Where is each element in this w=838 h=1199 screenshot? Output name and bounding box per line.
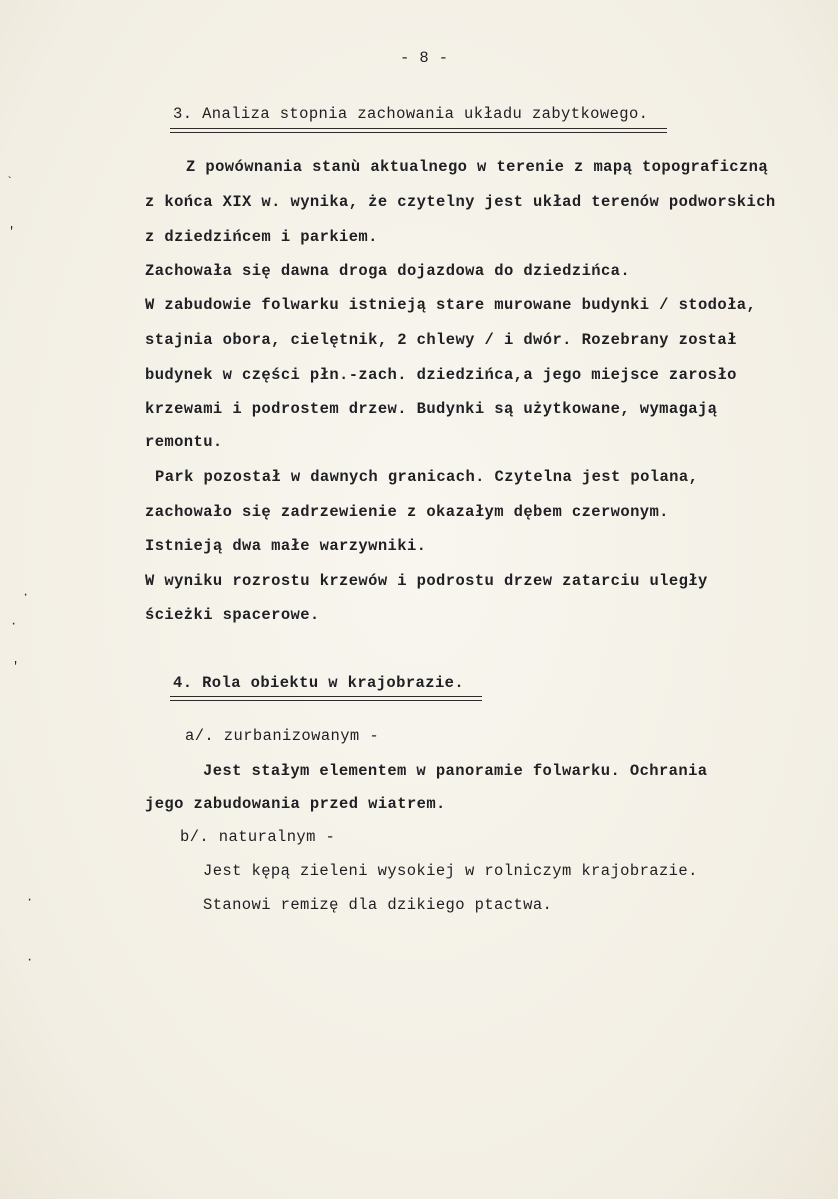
margin-speck: `	[6, 175, 14, 189]
paragraph-3-line-1: Park pozostał w dawnych granicach. Czytelna jest polana,	[155, 468, 699, 486]
paragraph-3-line-3: Istnieją dwa małe warzywniki.	[145, 537, 427, 555]
paragraph-1-line-2: z końca XIX w. wynika, że czytelny jest układ terenów podworskich	[145, 193, 776, 211]
section-3-heading-underline-2	[170, 132, 667, 133]
item-a-line-1: Jest stałym elementem w panoramie folwarku. Ochrania	[203, 762, 708, 780]
paragraph-3-line-4: W wyniku rozrostu krzewów i podrostu drzew zatarciu uległy	[145, 572, 708, 590]
paragraph-2-line-2: W zabudowie folwarku istnieją stare murowane budynki / stodoła,	[145, 296, 757, 314]
paragraph-2-line-5: krzewami i podrostem drzew. Budynki są użytkowane, wymagają	[145, 400, 718, 418]
item-b-line-2: Stanowi remizę dla dzikiego ptactwa.	[203, 896, 553, 914]
section-3-heading-underline	[170, 128, 667, 129]
margin-speck: ·	[26, 893, 34, 907]
paragraph-2-line-1: Zachowała się dawna droga dojazdowa do dziedzińca.	[145, 262, 631, 280]
item-b-line-1: Jest kępą zieleni wysokiej w rolniczym krajobrazie.	[203, 862, 698, 880]
item-a-line-2: jego zabudowania przed wiatrem.	[145, 795, 446, 813]
page-number: - 8 -	[400, 49, 449, 67]
margin-speck: ·	[10, 617, 18, 631]
paragraph-2-line-4: budynek w części płn.-zach. dziedzińca,a jego miejsce zarosło	[145, 366, 737, 384]
item-b-label: b/. naturalnym -	[180, 828, 336, 846]
paragraph-3-line-5: ścieżki spacerowe.	[145, 606, 320, 624]
section-4-heading-underline	[170, 696, 482, 697]
section-4-heading-underline-2	[170, 700, 482, 701]
paragraph-1-line-1: Z powównania stanù aktualnego w terenie z mapą topograficzną	[186, 158, 769, 176]
section-4-heading: 4. Rola obiektu w krajobrazie.	[173, 674, 465, 692]
paragraph-3-line-2: zachowało się zadrzewienie z okazałym dębem czerwonym.	[145, 503, 669, 521]
margin-speck: '	[12, 660, 20, 674]
item-a-label: a/. zurbanizowanym -	[185, 727, 380, 745]
paragraph-2-line-6: remontu.	[145, 433, 223, 451]
margin-speck: ·	[22, 588, 30, 602]
margin-speck: ·	[26, 953, 34, 967]
section-3-heading: 3. Analiza stopnia zachowania układu zabytkowego.	[173, 105, 649, 123]
margin-speck: '	[8, 225, 16, 239]
paragraph-2-line-3: stajnia obora, cielętnik, 2 chlewy / i dwór. Rozebrany został	[145, 331, 737, 349]
paragraph-1-line-3: z dziedzińcem i parkiem.	[145, 228, 378, 246]
